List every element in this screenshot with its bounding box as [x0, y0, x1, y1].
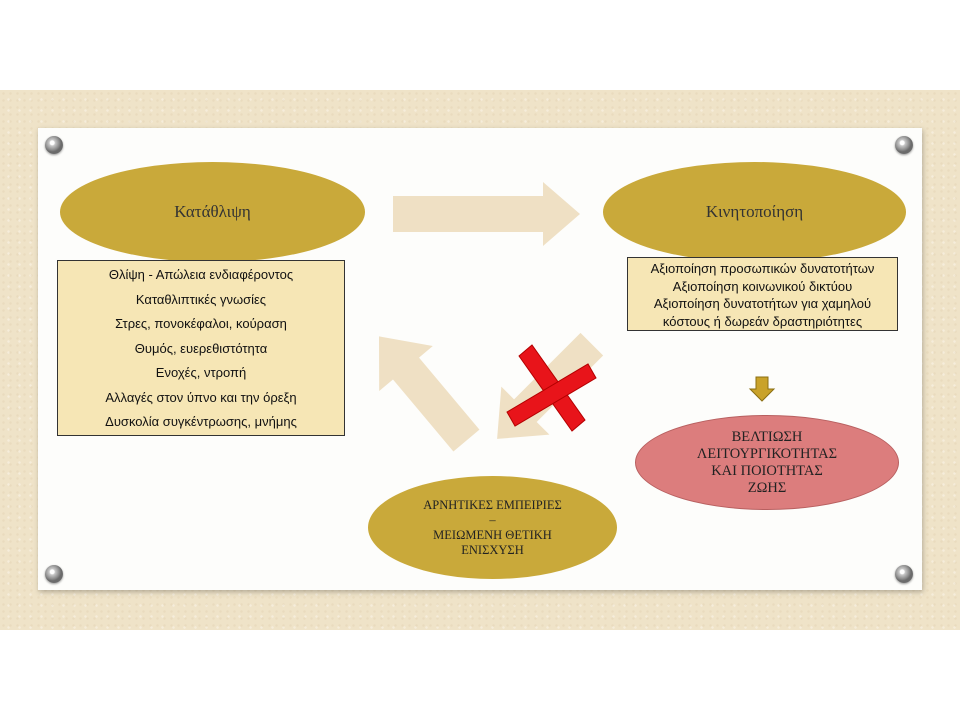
down-arrow-icon	[750, 377, 774, 401]
symptom-item: Δυσκολία συγκέντρωσης, μνήμης	[105, 414, 297, 429]
symptom-item: Αλλαγές στον ύπνο και την όρεξη	[105, 389, 297, 405]
negative-experiences-line: ΜΕΙΩΜΕΝΗ ΘΕΤΙΚΗ	[433, 527, 552, 542]
outcome-ellipse	[635, 415, 899, 510]
mobilization-box	[627, 257, 898, 331]
mobilization-item: Αξιοποίηση δυνατοτήτων για χαμηλού	[653, 296, 872, 311]
outcome-line: ΖΩΗΣ	[747, 479, 787, 496]
up-left-arrow-icon	[352, 314, 493, 463]
negative-experiences-line: ΕΝΙΣΧΥΣΗ	[461, 542, 524, 557]
mobilization-item: Αξιοποίηση προσωπικών δυνατοτήτων	[650, 261, 875, 276]
symptom-item: Στρες, πονοκέφαλοι, κούραση	[115, 316, 287, 331]
symptom-item: Θυμός, ευερεθιστότητα	[134, 340, 268, 356]
symptoms-box	[57, 260, 345, 436]
mobilization-title: Κινητοποίηση	[705, 202, 804, 221]
mobilization-item: κόστους ή δωρεάν δραστηριότητες	[662, 313, 863, 329]
mobilization-item: Αξιοποίηση κοινωνικού δικτύου	[672, 278, 853, 294]
negative-experiences-line: ΑΡΝΗΤΙΚΕΣ ΕΜΠΕΙΡΙΕΣ	[423, 497, 562, 512]
outcome-line: ΚΑΙ ΠΟΙΟΤΗΤΑΣ	[711, 462, 823, 479]
symptom-item: Ενοχές, ντροπή	[155, 365, 247, 380]
right-arrow-icon	[393, 182, 580, 246]
symptom-item: Θλίψη - Απώλεια ενδιαφέροντος	[108, 267, 294, 282]
outcome-line: ΒΕΛΤΙΩΣΗ	[731, 428, 803, 445]
negative-experiences-ellipse	[368, 476, 617, 579]
negative-experiences-line: –	[489, 512, 496, 527]
mobilization-ellipse	[603, 162, 906, 262]
outcome-line: ΛΕΙΤΟΥΡΓΙΚΟΤΗΤΑΣ	[696, 445, 838, 462]
symptom-item: Καταθλιπτικές γνωσίες	[135, 291, 267, 307]
depression-title: Κατάθλιψη	[174, 202, 251, 221]
depression-ellipse	[60, 162, 365, 262]
